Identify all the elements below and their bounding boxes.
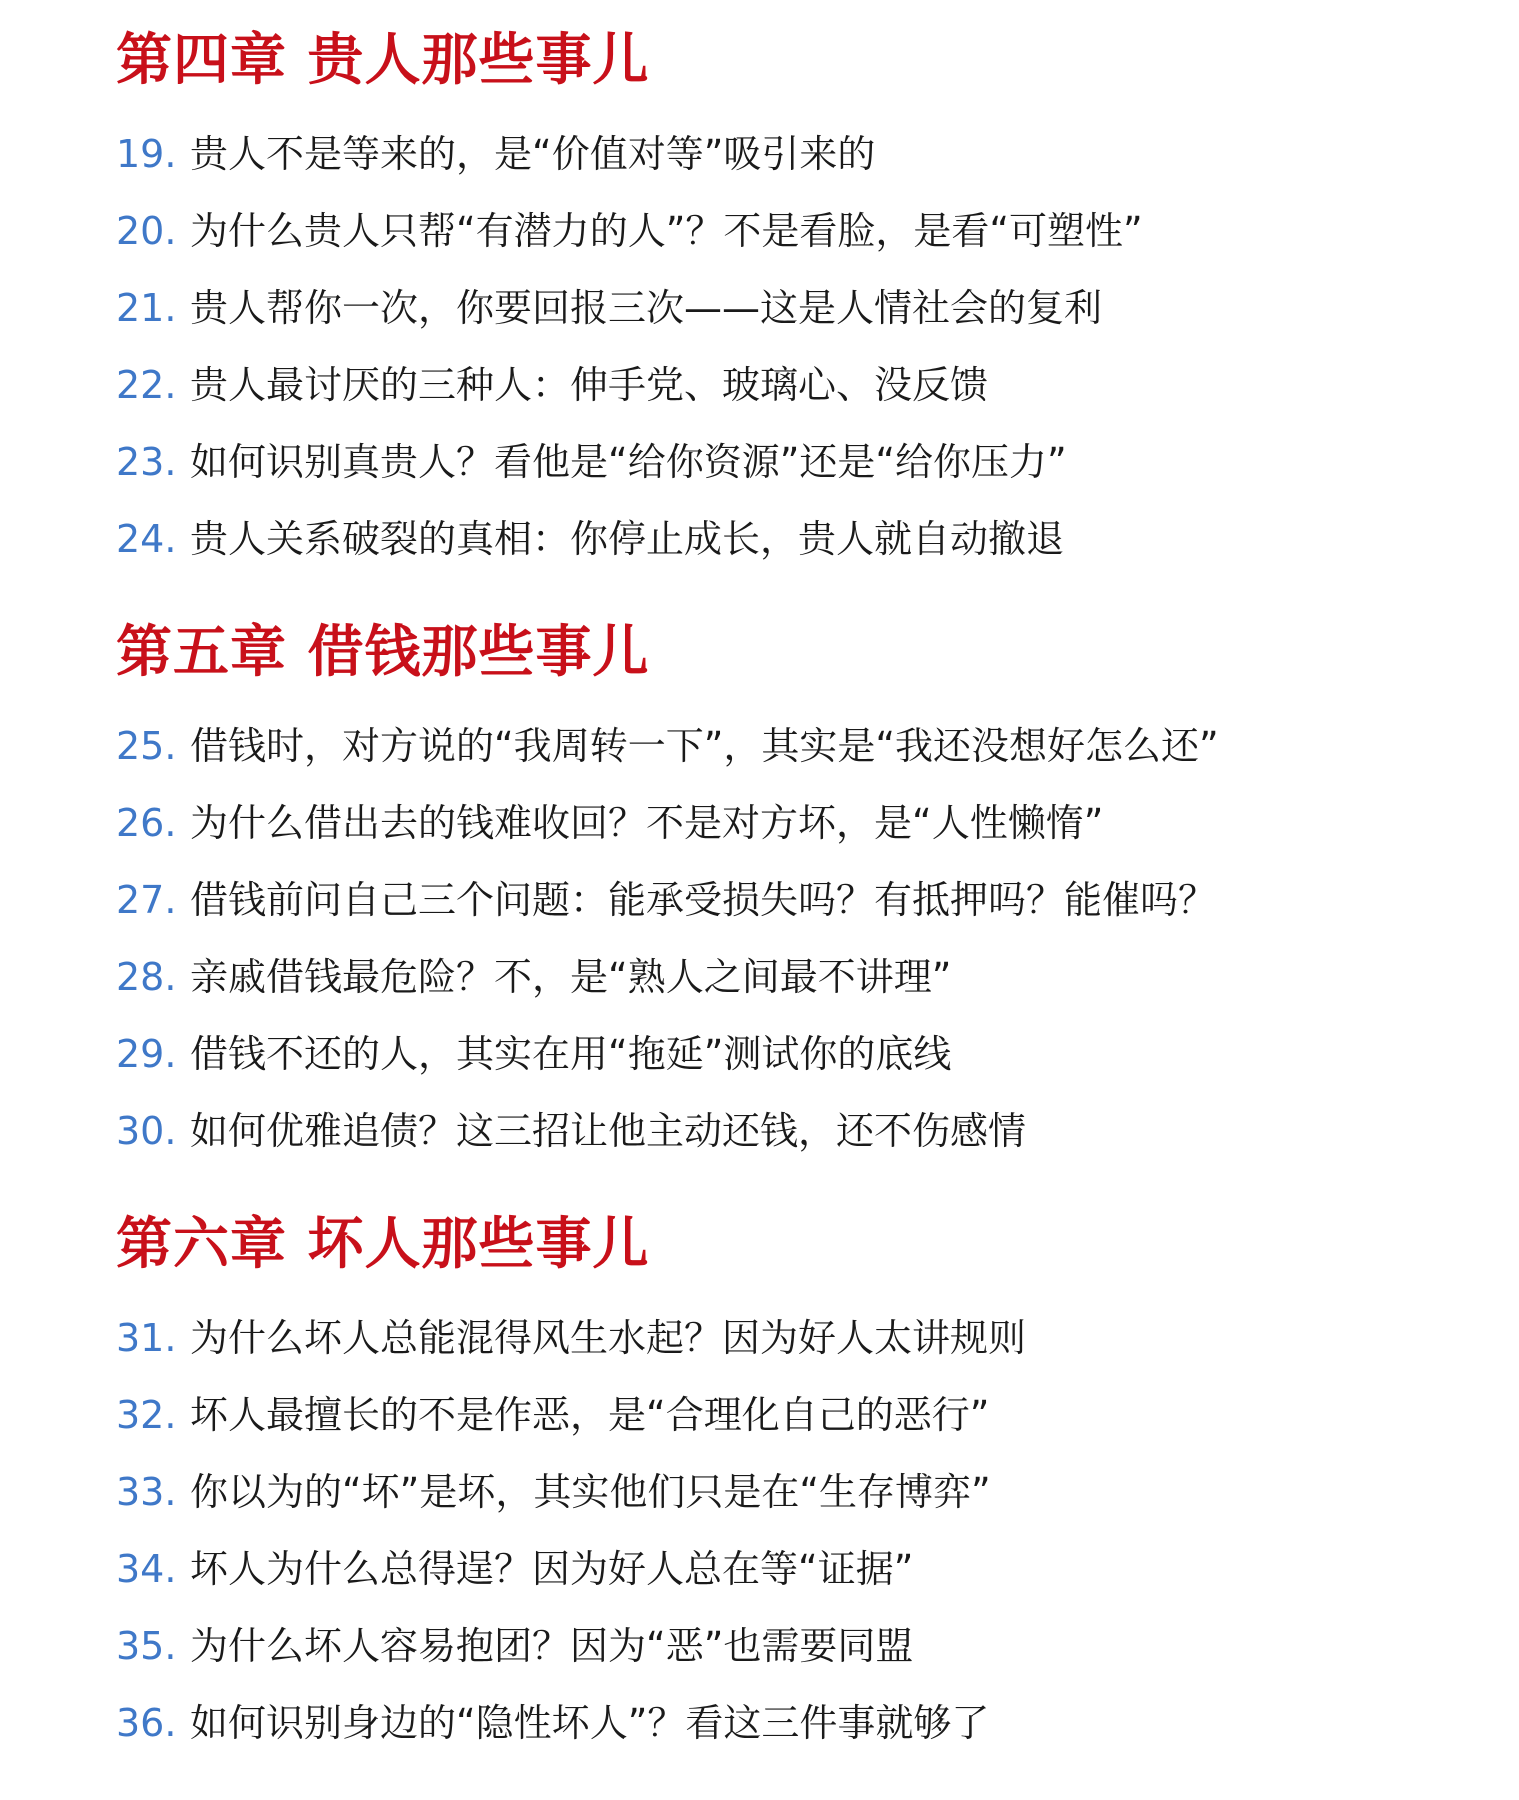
list-item-24 xyxy=(116,509,1064,569)
list-item-20 xyxy=(116,201,1143,261)
item-text: 贵人最讨厌的三种人：伸手党、玻璃心、没反馈 xyxy=(190,363,989,407)
list-item-32 xyxy=(116,1385,989,1445)
item-number: 25. xyxy=(116,724,177,768)
list-item-29 xyxy=(116,1024,951,1084)
item-text: 如何优雅追债？这三招让他主动还钱，还不伤感情 xyxy=(190,1109,1027,1153)
item-number: 24. xyxy=(116,517,177,561)
item-number: 36. xyxy=(116,1701,177,1745)
chapter-title-5: 第五章 借钱那些事儿 xyxy=(116,620,650,685)
item-text: 为什么借出去的钱难收回？不是对方坏，是“人性懒惰” xyxy=(190,801,1104,845)
list-item-31 xyxy=(116,1308,1026,1368)
list-item-23 xyxy=(116,432,1067,492)
item-text: 借钱前问自己三个问题：能承受损失吗？有抵押吗？能催吗？ xyxy=(190,878,1217,922)
item-text: 贵人不是等来的，是“价值对等”吸引来的 xyxy=(190,132,876,176)
item-number: 34. xyxy=(116,1547,177,1591)
item-text: 坏人最擅长的不是作恶，是“合理化自己的恶行” xyxy=(190,1393,990,1437)
chapter-title-4: 第四章 贵人那些事儿 xyxy=(116,28,650,93)
list-item-26 xyxy=(116,793,1103,853)
list-item-30 xyxy=(116,1101,1026,1161)
list-item-21 xyxy=(116,278,1102,338)
list-item-33 xyxy=(116,1462,991,1522)
item-number: 35. xyxy=(116,1624,177,1668)
item-text: 贵人关系破裂的真相：你停止成长，贵人就自动撤退 xyxy=(190,517,1065,561)
item-text: 亲戚借钱最危险？不，是“熟人之间最不讲理” xyxy=(190,955,952,999)
item-text: 借钱不还的人，其实在用“拖延”测试你的底线 xyxy=(190,1032,952,1076)
item-text: 你以为的“坏”是坏，其实他们只是在“生存博弈” xyxy=(190,1470,991,1514)
item-number: 22. xyxy=(116,363,177,407)
item-text: 借钱时，对方说的“我周转一下”，其实是“我还没想好怎么还” xyxy=(190,724,1219,768)
item-number: 32. xyxy=(116,1393,177,1437)
chapter-title-6: 第六章 坏人那些事儿 xyxy=(116,1212,650,1277)
item-text: 为什么贵人只帮“有潜力的人”？不是看脸，是看“可塑性” xyxy=(190,209,1143,253)
item-number: 31. xyxy=(116,1316,177,1360)
item-number: 21. xyxy=(116,286,177,330)
item-text: 为什么坏人总能混得风生水起？因为好人太讲规则 xyxy=(190,1316,1027,1360)
item-number: 23. xyxy=(116,440,177,484)
item-number: 26. xyxy=(116,801,177,845)
list-item-22 xyxy=(116,355,988,415)
list-item-34 xyxy=(116,1539,913,1599)
item-number: 29. xyxy=(116,1032,177,1076)
list-item-19 xyxy=(116,124,875,184)
item-number: 33. xyxy=(116,1470,177,1514)
item-number: 20. xyxy=(116,209,177,253)
item-number: 19. xyxy=(116,132,177,176)
list-item-35 xyxy=(116,1616,913,1676)
list-item-36 xyxy=(116,1693,989,1753)
item-text: 坏人为什么总得逞？因为好人总在等“证据” xyxy=(190,1547,914,1591)
item-text: 贵人帮你一次，你要回报三次——这是人情社会的复利 xyxy=(190,286,1103,330)
list-item-27 xyxy=(116,870,1216,930)
item-text: 如何识别身边的“隐性坏人”？看这三件事就够了 xyxy=(190,1701,990,1745)
item-text: 为什么坏人容易抱团？因为“恶”也需要同盟 xyxy=(190,1624,914,1668)
item-number: 27. xyxy=(116,878,177,922)
list-item-28 xyxy=(116,947,951,1007)
item-number: 28. xyxy=(116,955,177,999)
item-text: 如何识别真贵人？看他是“给你资源”还是“给你压力” xyxy=(190,440,1067,484)
list-item-25 xyxy=(116,716,1219,776)
item-number: 30. xyxy=(116,1109,177,1153)
